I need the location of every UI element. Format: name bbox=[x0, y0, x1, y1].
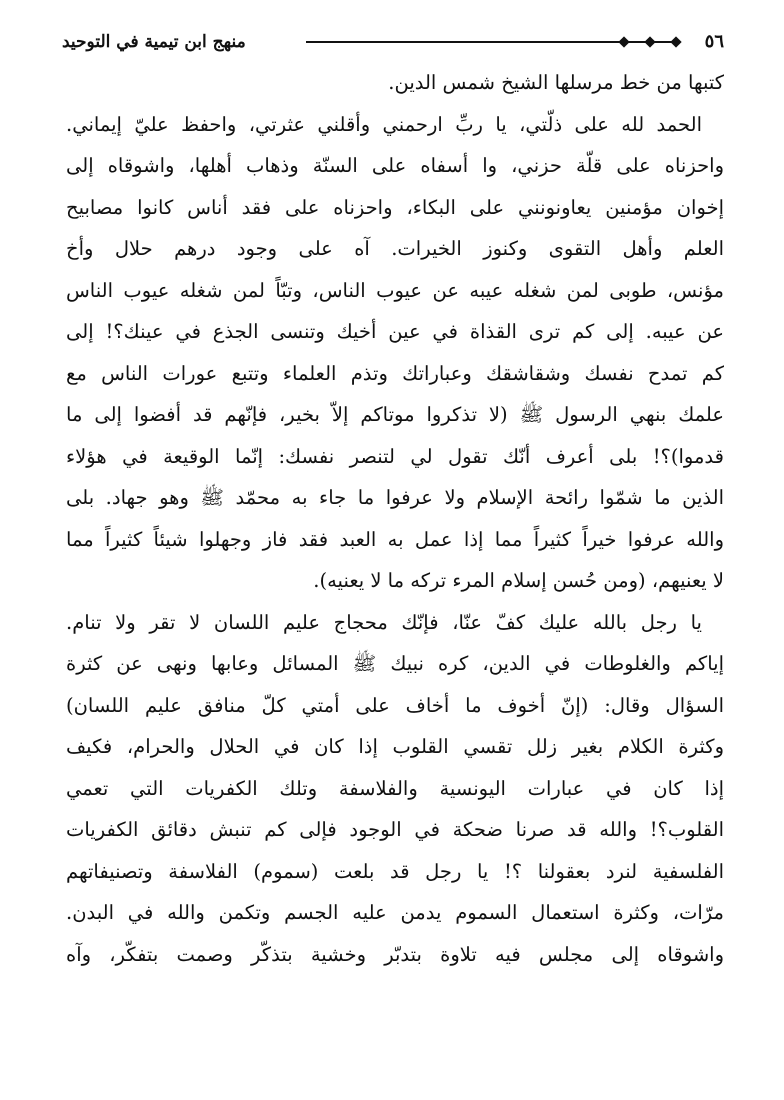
text-line: العلم وأهل التقوى وكنوز الخيرات. آه على وجود درهم حلال وأخ bbox=[66, 237, 724, 260]
text-line: كتبها من خط مرسلها الشيخ شمس الدين. bbox=[388, 71, 724, 94]
text-line: القلوب؟! والله قد صرنا ضحكة في الوجود فإلى كم تنبش دقائق الكفريات bbox=[66, 818, 724, 841]
page-body bbox=[66, 62, 724, 975]
text-line: الحمد لله على ذلّتي، يا ربِّ ارحمني وأقلني عثرتي، واحفظ عليّ إيماني. bbox=[66, 112, 702, 136]
text-line: إياكم والغلوطات في الدين، كره نبيك ﷺ المسائل وعابها ونهى عن كثرة bbox=[66, 652, 724, 675]
text-line: مرّات، وكثرة استعمال السموم يدمن عليه الجسم وتكمن والله في البدن. bbox=[66, 901, 724, 924]
book-title: منهج ابن تيمية في التوحيد bbox=[62, 32, 246, 52]
text-line: كم تمدح نفسك وشقاشقك وعباراتك وتذم العلماء وتتبع عورات الناس مع bbox=[66, 361, 724, 385]
header-rule bbox=[306, 41, 676, 43]
text-line: السؤال وقال: (إنّ أخوف ما أخاف على أمتي كلّ منافق عليم اللسان) bbox=[66, 693, 724, 717]
text-line: علمك بنهي الرسول ﷺ (لا تذكروا موتاكم إلاّ بخير، فإنّهم قد أفضوا إلى ما bbox=[66, 403, 724, 426]
text-line: واشوقاه إلى مجلس فيه تلاوة بتدبّر وخشية بتذكّر وصمت بتفكّر، وآه bbox=[66, 942, 724, 966]
text-line: إذا كان في عبارات اليونسية والفلاسفة وتلك الكفريات التي تعمي bbox=[66, 776, 724, 800]
text-line: لا يعنيهم، (ومن حُسن إسلام المرء تركه ما لا يعنيه). bbox=[313, 569, 724, 592]
text-line: الفلسفية لنرد بعقولنا ؟! يا رجل قد بلعت (سموم) الفلاسفة وتصنيفاتهم bbox=[66, 859, 724, 883]
text-line: مؤنس، طوبى لمن شغله عيبه عن عيوب الناس، وتبّاً لمن شغله عيوب الناس bbox=[66, 278, 724, 302]
text-line: الذين ما شمّوا رائحة الإسلام ولا عرفوا ما جاء به محمّد ﷺ وهو جهاد. بلى bbox=[66, 486, 724, 509]
text-line: إخوان مؤمنين يعاونونني على البكاء، واحزناه على فقد أناس كانوا مصابيح bbox=[66, 195, 724, 219]
page-number: ٥٦ bbox=[704, 31, 724, 52]
text-line: وكثرة الكلام بغير زلل تقسي القلوب إذا كان في الحلال والحرام، فكيف bbox=[66, 735, 724, 758]
text-line: يا رجل بالله عليك كفّ عنّا، فإنّك محجاج عليم اللسان لا تقر ولا تنام. bbox=[66, 610, 702, 634]
text-line: واحزناه على قلّة حزني، وا أسفاه على السنّة وذهاب أهلها، واشوقاه إلى bbox=[66, 154, 724, 177]
text-line: والله عرفوا خيراً كثيراً مما إذا عمل به العبد فقد فاز وجهلوا شيئاً كثيراً مما bbox=[66, 527, 724, 551]
text-line: قدموا)؟! بلى أعرف أنّك تقول لي لتنصر نفسك: إنّما الوقيعة في هؤلاء bbox=[66, 444, 724, 468]
running-header bbox=[62, 30, 724, 54]
text-line: عن عيبه. إلى كم ترى القذاة في عين أخيك وتنسى الجذع في عينك؟! إلى bbox=[66, 320, 724, 343]
